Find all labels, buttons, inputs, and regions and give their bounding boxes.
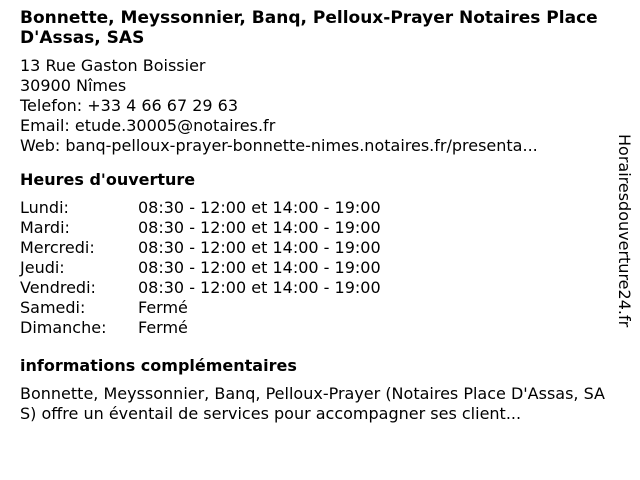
hours-table: [20, 198, 620, 338]
day-hours: 08:30 - 12:00 et 14:00 - 19:00: [138, 278, 381, 297]
address-city: 30900 Nîmes: [20, 76, 127, 95]
day-hours: Fermé: [138, 298, 188, 317]
day-hours: 08:30 - 12:00 et 14:00 - 19:00: [138, 198, 381, 217]
address-street: 13 Rue Gaston Boissier: [20, 56, 206, 75]
day-label: Mercredi:: [20, 238, 95, 257]
email-line[interactable]: Email: etude.30005@notaires.fr: [20, 116, 276, 135]
web-line[interactable]: Web: banq-pelloux-prayer-bonnette-nimes.notaires.fr/presenta...: [20, 136, 538, 155]
business-card: [20, 8, 620, 424]
day-label: Jeudi:: [20, 258, 65, 277]
day-label: Samedi:: [20, 298, 86, 317]
hours-heading: Heures d'ouverture: [20, 170, 196, 189]
day-label: Dimanche:: [20, 318, 107, 337]
hours-row-sunday: [20, 318, 620, 338]
day-hours: 08:30 - 12:00 et 14:00 - 19:00: [138, 258, 381, 277]
day-hours: Fermé: [138, 318, 188, 337]
hours-row-monday: [20, 198, 620, 218]
hours-row-friday: [20, 278, 620, 298]
info-description: Bonnette, Meyssonnier, Banq, Pelloux-Prayer (Notaires Place D'Assas, SAS) offre un éventail de services pour accompagner ses client...: [20, 384, 605, 423]
site-watermark: Horairesdouverture24.fr: [615, 134, 634, 328]
day-label: Lundi:: [20, 198, 69, 217]
hours-row-tuesday: [20, 218, 620, 238]
day-hours: 08:30 - 12:00 et 14:00 - 19:00: [138, 238, 381, 257]
business-name: Bonnette, Meyssonnier, Banq, Pelloux-Prayer Notaires Place D'Assas, SAS: [20, 8, 598, 48]
day-label: Mardi:: [20, 218, 70, 237]
hours-row-wednesday: [20, 238, 620, 258]
hours-row-thursday: [20, 258, 620, 278]
phone-line[interactable]: Telefon: +33 4 66 67 29 63: [20, 96, 239, 115]
day-label: Vendredi:: [20, 278, 96, 297]
info-heading: informations complémentaires: [20, 356, 297, 375]
hours-row-saturday: [20, 298, 620, 318]
day-hours: 08:30 - 12:00 et 14:00 - 19:00: [138, 218, 381, 237]
